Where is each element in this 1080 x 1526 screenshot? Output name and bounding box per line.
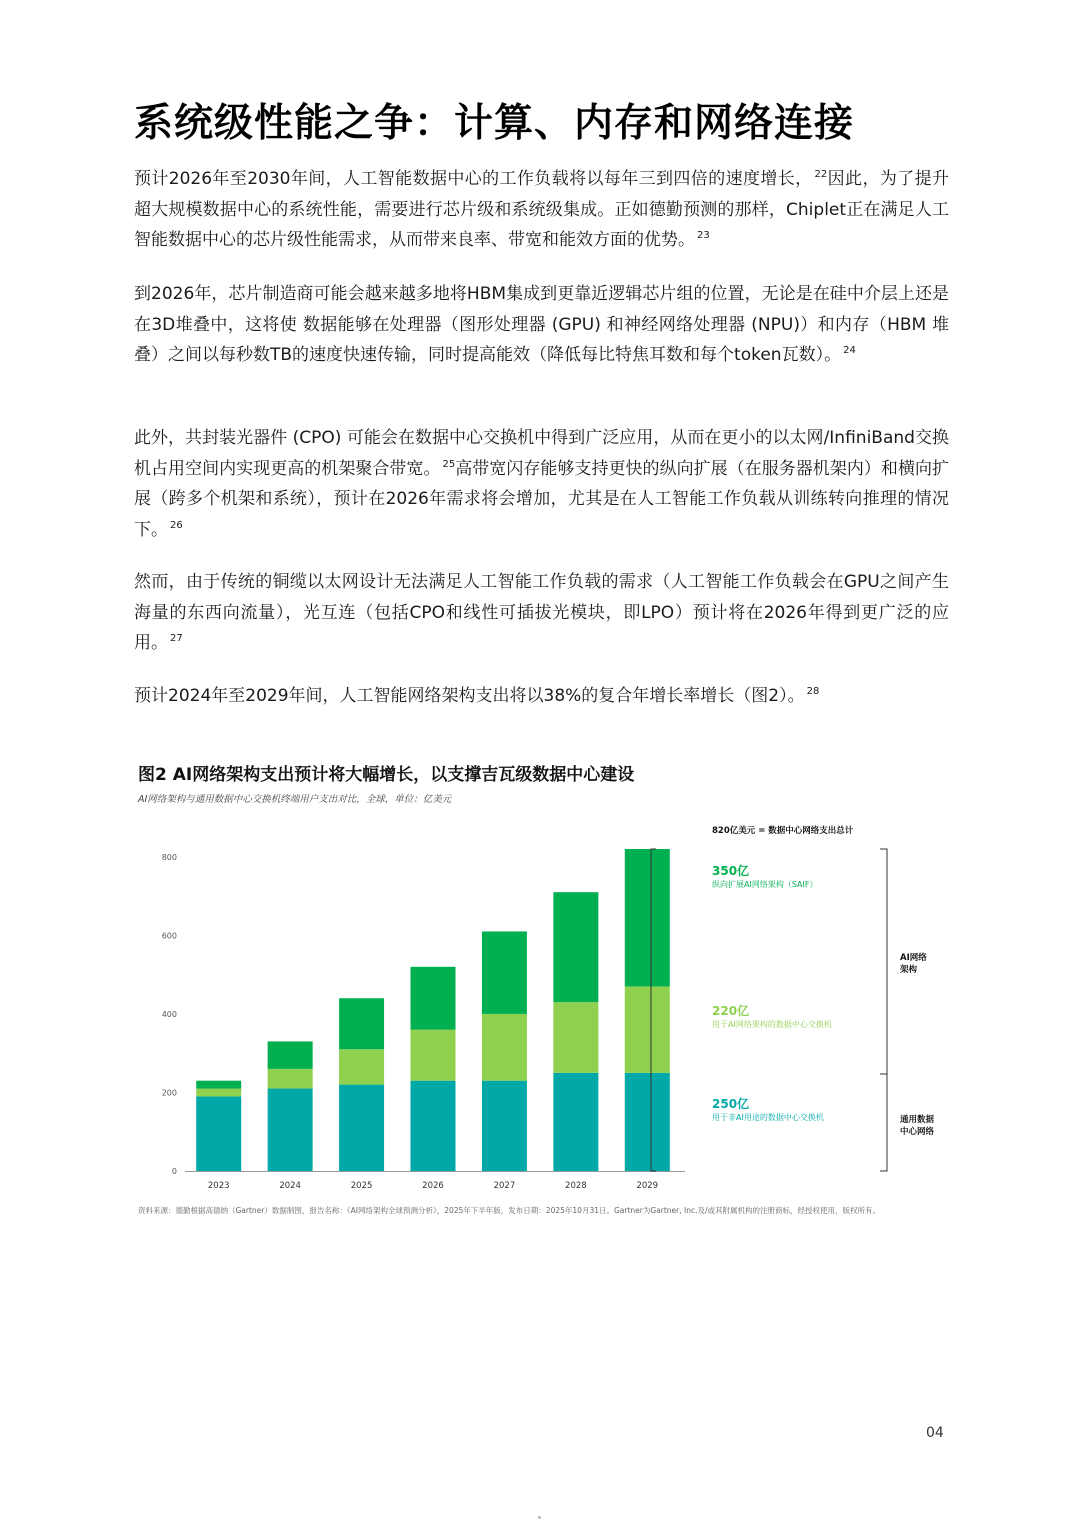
saif-desc-label: 纵向扩展AI网络架构（SAIF）	[712, 880, 818, 889]
footnote-ref-26[interactable]: 26	[170, 519, 183, 531]
bar-segment-2025-s0	[339, 1085, 384, 1171]
bar-segment-2026-s1	[411, 1030, 456, 1081]
bar-segment-2025-s1	[339, 1049, 384, 1084]
footnote-ref-23[interactable]: 23	[697, 230, 710, 242]
footnote-ref-27[interactable]: 27	[170, 633, 183, 645]
saif-value-label: 350亿	[712, 864, 750, 878]
y-tick-label: 200	[161, 1088, 177, 1098]
page-number: 04	[926, 1425, 944, 1441]
bar-segment-2024-s2	[268, 1041, 313, 1068]
bar-segment-2026-s0	[411, 1081, 456, 1171]
bar-segment-2027-s2	[482, 931, 527, 1013]
bar-segment-2029-s1	[625, 986, 670, 1072]
paragraph-5-text: 预计2024年至2029年间，人工智能网络架构支出将以38%的复合年增长率增长（图2）。	[134, 686, 805, 706]
footnote-ref-28[interactable]: 28	[806, 686, 820, 698]
non-ai-desc-label: 用于非AI用途的数据中心交换机	[712, 1113, 824, 1122]
group-label-ai-line2: 架构	[900, 965, 918, 975]
bar-segment-2024-s1	[268, 1069, 313, 1089]
paragraph-2-text: 到2026年，芯片制造商可能会越来越多地将HBM集成到更靠近逻辑芯片组的位置，无论是在硅中介层上还是在3D堆叠中，这将使 数据能够在处理器（图形处理器 (GPU) 和神经网络处理器 (NPU)）和内存（HBM 堆叠）之间以每秒数TB的速度快速传输，同时提高能效（降低每比特焦耳数和每个token瓦数）。	[134, 284, 949, 365]
x-tick-label-2029: 2029	[636, 1181, 659, 1191]
x-tick-label-2027: 2027	[493, 1181, 516, 1191]
ai-switch-value-label: 220亿	[712, 1004, 750, 1018]
source-note: 资料来源：德勤根据高德纳（Gartner）数据制图，报告名称：《AI网络架构全球预测分析》，2025年下半年版，发布日期：2025年10月31日。Gartner为Gartner, Inc.及/或其附属机构的注册商标，经授权使用，版权所有。	[138, 1206, 881, 1215]
group-label-ai-line1: AI网络	[900, 953, 927, 963]
bar-segment-2028-s0	[553, 1073, 598, 1171]
group-label-general-line1: 通用数据	[900, 1115, 935, 1125]
paragraph-3-text: 此外，共封装光器件 (CPO) 可能会在数据中心交换机中得到广泛应用，从而在更小的以太网/InfiniBand交换机占用空间内实现更高的机架聚合带宽。	[134, 428, 949, 479]
bar-segment-2028-s1	[553, 1002, 598, 1073]
bar-segment-2029-s0	[625, 1073, 670, 1171]
figure-subtitle: AI网络架构与通用数据中心交换机终端用户支出对比，全球，单位：亿美元	[138, 794, 452, 805]
bar-segment-2025-s2	[339, 998, 384, 1049]
x-tick-label-2024: 2024	[279, 1181, 301, 1191]
footnote-ref-25[interactable]: 25	[442, 458, 456, 470]
figure-title: 图2 AI网络架构支出预计将大幅增长，以支撑吉瓦级数据中心建设	[138, 765, 635, 785]
paragraph-3-tail: 高带宽闪存能够支持更快的纵向扩展（在服务器机架内）和横向扩展（跨多个机架和系统），预计在2026年需求将会增加，尤其是在人工智能工作负载从训练转向推理的情况下。	[134, 458, 949, 540]
group-bracket-general	[880, 1074, 887, 1171]
y-tick-label: 400	[161, 1009, 177, 1019]
x-tick-label-2028: 2028	[565, 1181, 587, 1191]
bar-segment-2028-s2	[553, 892, 598, 1002]
group-label-general-line2: 中心网络	[900, 1127, 935, 1137]
x-tick-label-2023: 2023	[207, 1181, 230, 1191]
total-spend-label: 820亿美元 = 数据中心网络支出总计	[712, 826, 854, 836]
y-tick-label: 0	[171, 1167, 177, 1176]
paragraph-1-text: 预计2026年至2030年间，人工智能数据中心的工作负载将以每年三到四倍的速度增长，	[134, 169, 813, 189]
ai-switch-desc-label: 用于AI网络架构的数据中心交换机	[712, 1020, 832, 1029]
paragraph-1-tail: 因此，为了提升超大规模数据中心的系统性能，需要进行芯片级和系统级集成。正如德勤预测的那样，Chiplet正在满足人工智能数据中心的芯片级性能需求，从而带来良率、带宽和能效方面的优势。	[134, 169, 950, 250]
footnote-ref-22[interactable]: 22	[814, 169, 828, 181]
page-title: 系统级性能之争：计算、内存和网络连接	[134, 101, 855, 146]
non-ai-value-label: 250亿	[712, 1097, 750, 1111]
footnote-ref-24[interactable]: 24	[843, 345, 856, 357]
bar-segment-2029-s2	[625, 849, 670, 986]
bar-segment-2027-s1	[482, 1014, 527, 1081]
bar-segment-2023-s2	[196, 1081, 241, 1089]
y-tick-label: 800	[161, 852, 177, 862]
bar-segment-2027-s0	[482, 1081, 527, 1171]
bars-layer	[196, 849, 670, 1171]
group-bracket-ai	[880, 849, 887, 1074]
bar-segment-2023-s0	[196, 1096, 241, 1171]
x-tick-label-2026: 2026	[422, 1181, 444, 1191]
bottom-dot	[538, 1516, 541, 1519]
bar-segment-2024-s0	[268, 1089, 313, 1171]
bar-segment-2023-s1	[196, 1089, 241, 1097]
y-tick-label: 600	[161, 931, 177, 941]
paragraph-4-text: 然而，由于传统的铜缆以太网设计无法满足人工智能工作负载的需求（人工智能工作负载会在GPU之间产生海量的东西向流量），光互连（包括CPO和线性可插拔光模块，即LPO）预计将在2026年得到更广泛的应用。	[134, 572, 949, 653]
x-tick-label-2025: 2025	[350, 1181, 373, 1191]
bar-segment-2026-s2	[411, 967, 456, 1030]
